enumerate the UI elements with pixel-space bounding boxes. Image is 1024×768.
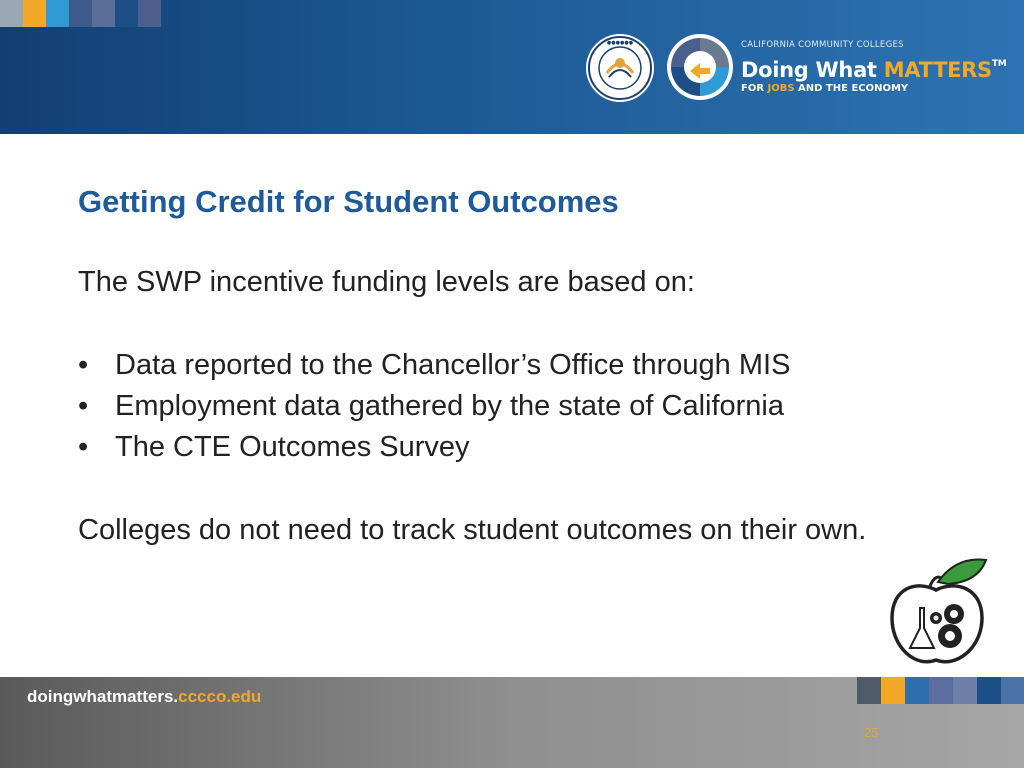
brand-tag-suffix: AND THE ECONOMY bbox=[794, 83, 909, 94]
swatch bbox=[953, 677, 977, 704]
brand-top-line: CALIFORNIA COMMUNITY COLLEGES bbox=[741, 40, 904, 50]
slide-closing-text: Colleges do not need to track student outcomes on their own. bbox=[78, 514, 867, 546]
slide-intro: The SWP incentive funding levels are based on: bbox=[78, 266, 695, 298]
swatch bbox=[857, 677, 881, 704]
bullet-list bbox=[78, 345, 790, 468]
header-banner bbox=[0, 0, 1024, 134]
brand-highlight-text: MATTERS bbox=[883, 58, 992, 82]
list-item bbox=[78, 386, 790, 427]
swatch bbox=[138, 0, 161, 27]
ccc-seal-icon bbox=[585, 33, 655, 103]
brand-tag-highlight: JOBS bbox=[767, 83, 795, 94]
brand-main-text: Doing What bbox=[741, 58, 884, 82]
brand-wordmark bbox=[741, 40, 1006, 95]
slide-title: Getting Credit for Student Outcomes bbox=[78, 184, 619, 219]
swatch bbox=[23, 0, 46, 27]
swatch bbox=[905, 677, 929, 704]
bullet-marker: • bbox=[78, 349, 89, 381]
swatch bbox=[92, 0, 115, 27]
bullet-text: The CTE Outcomes Survey bbox=[115, 431, 470, 463]
footer-link-highlight: cccco.edu bbox=[178, 687, 262, 706]
bullet-text: Employment data gathered by the state of California bbox=[115, 390, 784, 422]
brand-tag-prefix: FOR bbox=[741, 83, 768, 94]
footer-website-link[interactable] bbox=[27, 687, 261, 707]
swatch bbox=[69, 0, 92, 27]
doing-what-matters-icon bbox=[666, 33, 734, 101]
header-color-swatches bbox=[0, 0, 161, 27]
swatch bbox=[115, 0, 138, 27]
swatch bbox=[977, 677, 1001, 704]
brand-tm: TM bbox=[991, 59, 1007, 69]
list-item bbox=[78, 345, 790, 386]
swatch bbox=[1001, 677, 1024, 704]
footer-link-prefix: doingwhatmatters. bbox=[27, 687, 179, 706]
list-item bbox=[78, 427, 790, 468]
bullet-marker: • bbox=[78, 431, 89, 463]
brand-main-line bbox=[741, 51, 1006, 83]
swatch bbox=[0, 0, 23, 27]
apple-gears-icon bbox=[886, 552, 996, 672]
swatch bbox=[929, 677, 953, 704]
swatch bbox=[46, 0, 69, 27]
bullet-text: Data reported to the Chancellor’s Office through MIS bbox=[115, 349, 791, 381]
brand-tagline bbox=[741, 83, 1006, 95]
page-number: 25 bbox=[864, 725, 879, 740]
svg-text:●●●●●●: ●●●●●● bbox=[606, 40, 634, 46]
footer-color-swatches bbox=[857, 677, 1024, 704]
footer-banner bbox=[0, 677, 1024, 768]
bullet-marker: • bbox=[78, 390, 89, 422]
swatch bbox=[881, 677, 905, 704]
